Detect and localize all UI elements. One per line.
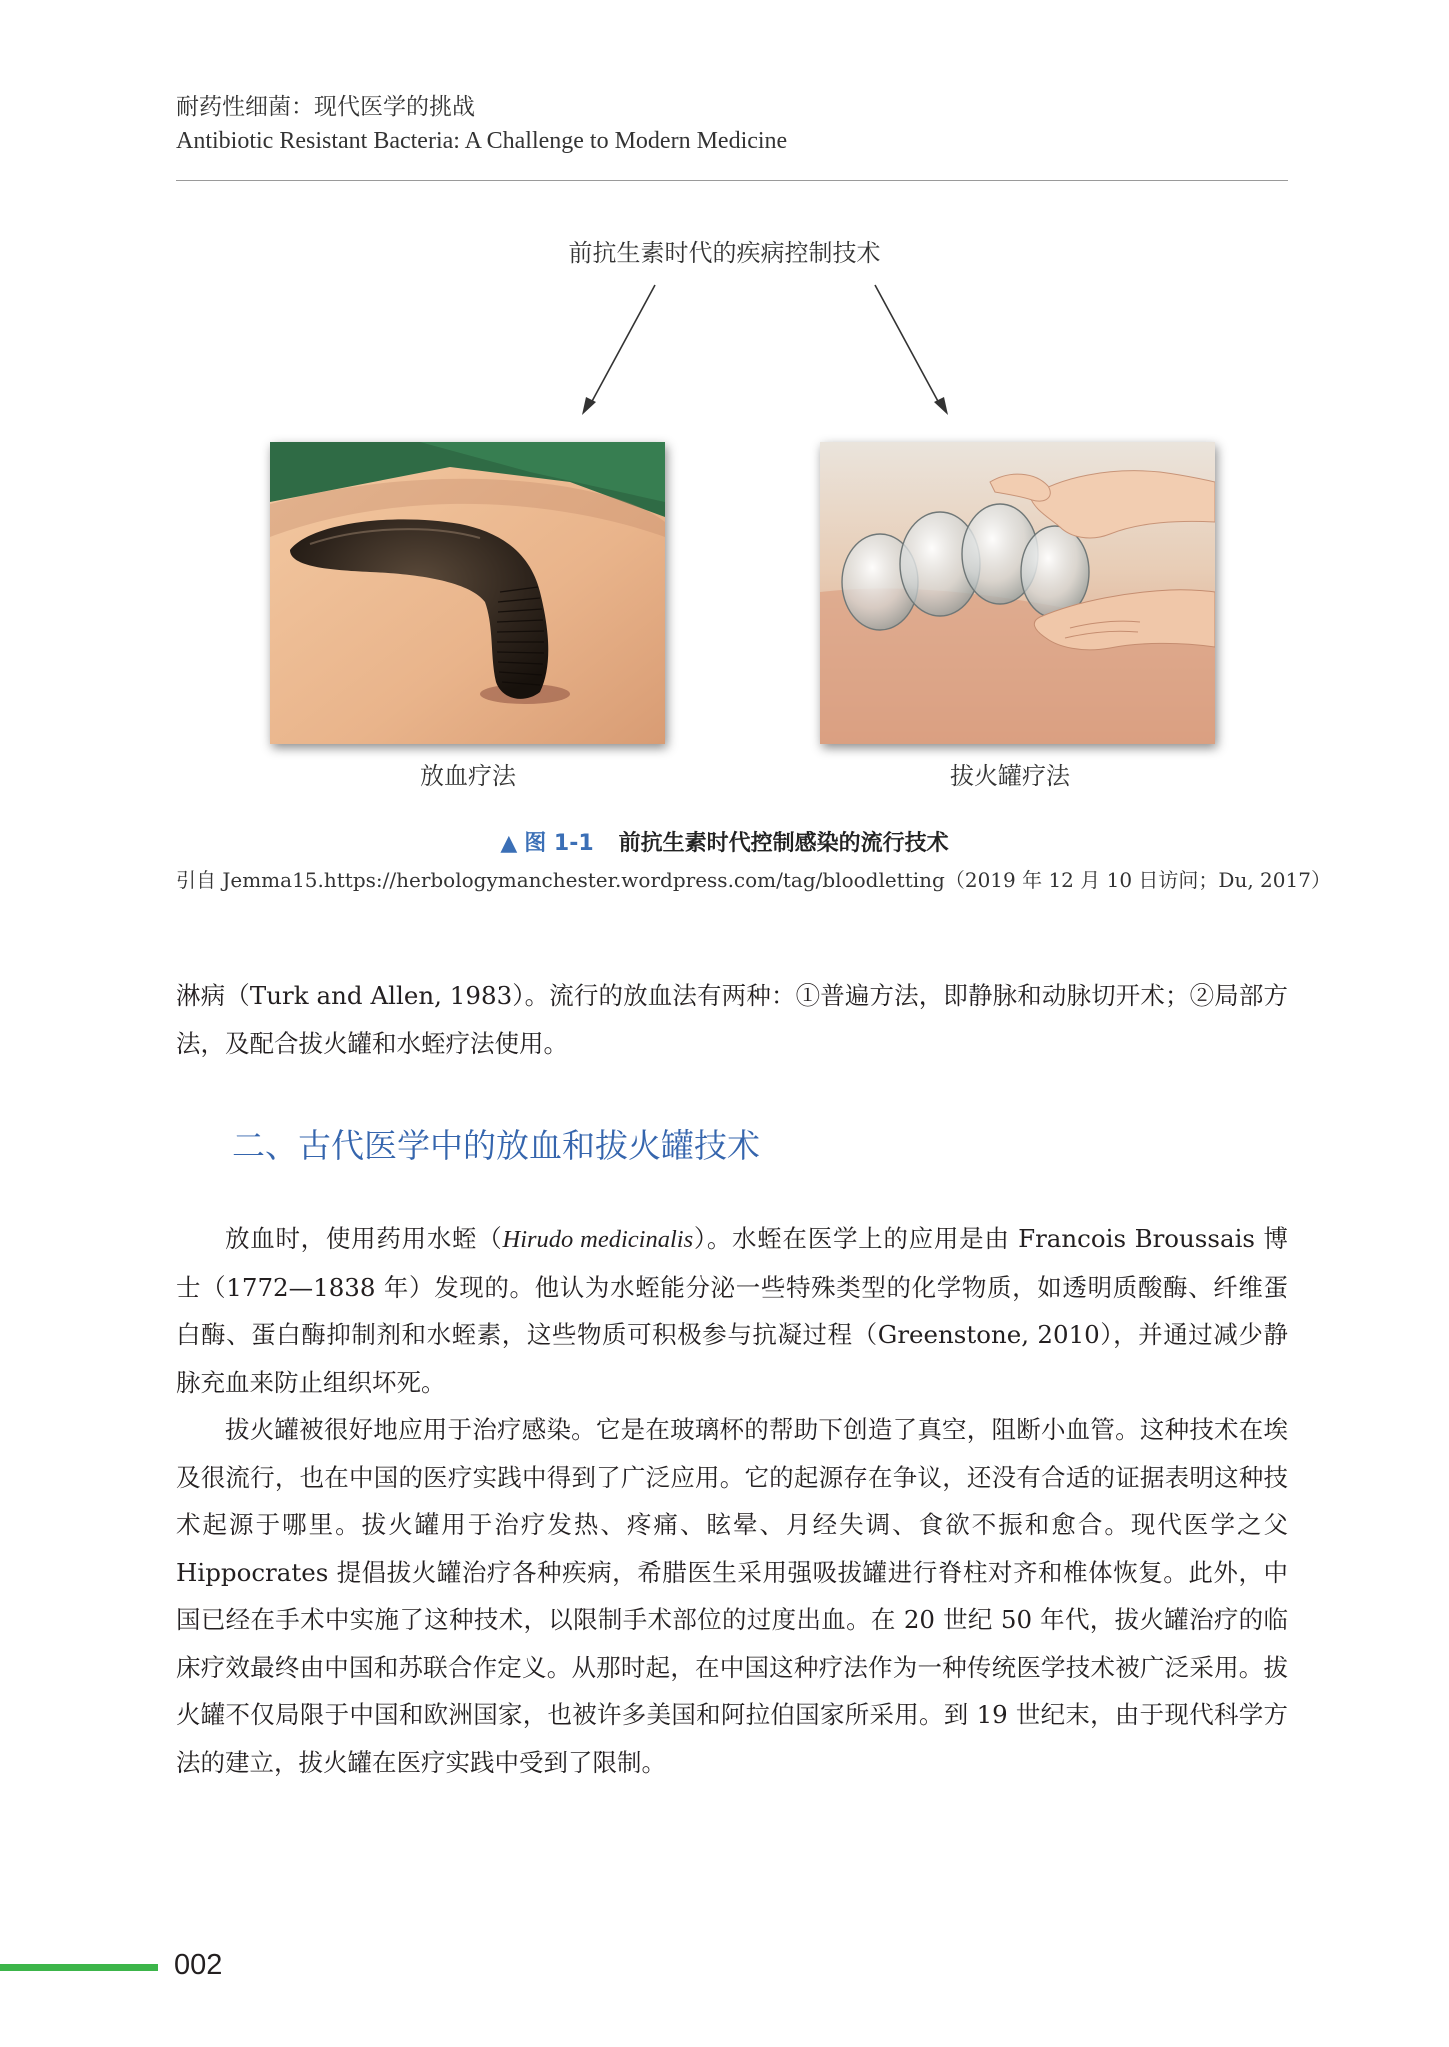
paragraph-leech-part2: ）。水蛭在医学上的应用是由 Francois Broussais 博士（1772—1838 年）发现的。他认为水蛭能分泌一些特殊类型的化学物质，如透明质酸酶、纤维蛋白酶、蛋白酶抑制剂和水蛭素，这些物质可积极参与抗凝过程（Greenstone, 2010），并通过减少静脉充血来防止组织坏死。 bbox=[176, 1224, 1288, 1397]
right-image-label: 拔火罐疗法 bbox=[950, 762, 1070, 790]
running-head-title-en: Antibiotic Resistant Bacteria: A Challenge to Modern Medicine bbox=[176, 128, 788, 154]
paragraph-cupping: 拔火罐被很好地应用于治疗感染。它是在玻璃杯的帮助下创造了真空，阻断小血管。这种技术在埃及很流行，也在中国的医疗实践中得到了广泛应用。它的起源存在争议，还没有合适的证据表明这种技术起源于哪里。拔火罐用于治疗发热、疼痛、眩晕、月经失调、食欲不振和愈合。现代医学之父 Hippocrates 提倡拔火罐治疗各种疾病，希腊医生采用强吸拔罐进行脊柱对齐和椎体恢复。此外，中国已经在手术中实施了这种技术，以限制手术部位的过度出血。在 20 世纪 50 年代，拔火罐治疗的临床疗效最终由中国和苏联合作定义。从那时起，在中国这种疗法作为一种传统医学技术被广泛采用。拔火罐不仅局限于中国和欧洲国家，也被许多美国和阿拉伯国家所采用。到 19 世纪末，由于现代科学方法的建立，拔火罐在医疗实践中受到了限制。 bbox=[176, 1415, 1288, 1777]
paragraph-leech bbox=[176, 1215, 1288, 1406]
cupping-therapy-photo bbox=[820, 442, 1215, 744]
figure-source: 引自 Jemma15.https://herbologymanchester.wordpress.com/tag/bloodletting（2019 年 12 月 10 日访问；Du, 2017） bbox=[176, 868, 1331, 892]
section-body bbox=[176, 1215, 1288, 1786]
figure-caption bbox=[0, 826, 1449, 857]
running-head-title-cn: 耐药性细菌：现代医学的挑战 bbox=[176, 94, 475, 120]
triangle-marker-icon: ▲ bbox=[500, 831, 518, 856]
figure-caption-text: 前抗生素时代控制感染的流行技术 bbox=[618, 831, 949, 856]
paragraph-text: 淋病（Turk and Allen, 1983）。流行的放血法有两种：①普遍方法，即静脉和动脉切开术；②局部方法，及配合拔火罐和水蛭疗法使用。 bbox=[176, 981, 1288, 1058]
arrow-right-head bbox=[934, 397, 948, 415]
figure-number: 图 1-1 bbox=[524, 831, 594, 856]
leech-therapy-photo bbox=[270, 442, 665, 744]
diagram-title: 前抗生素时代的疾病控制技术 bbox=[568, 239, 881, 267]
page-number: 002 bbox=[174, 1949, 223, 1981]
arrow-right bbox=[875, 285, 940, 405]
running-head bbox=[176, 90, 1288, 158]
arrow-left bbox=[590, 285, 655, 405]
header-divider bbox=[176, 180, 1288, 181]
scientific-name: Hirudo medicinalis bbox=[502, 1226, 694, 1253]
arrow-left-head bbox=[582, 397, 596, 415]
footer-accent-bar bbox=[0, 1964, 158, 1971]
left-image-label: 放血疗法 bbox=[420, 762, 516, 790]
paragraph-leech-part1: 放血时，使用药用水蛭（ bbox=[225, 1224, 503, 1253]
continuation-paragraph bbox=[176, 972, 1288, 1067]
diagram-arrows bbox=[560, 280, 980, 420]
section-heading: 二、古代医学中的放血和拔火罐技术 bbox=[232, 1126, 760, 1165]
